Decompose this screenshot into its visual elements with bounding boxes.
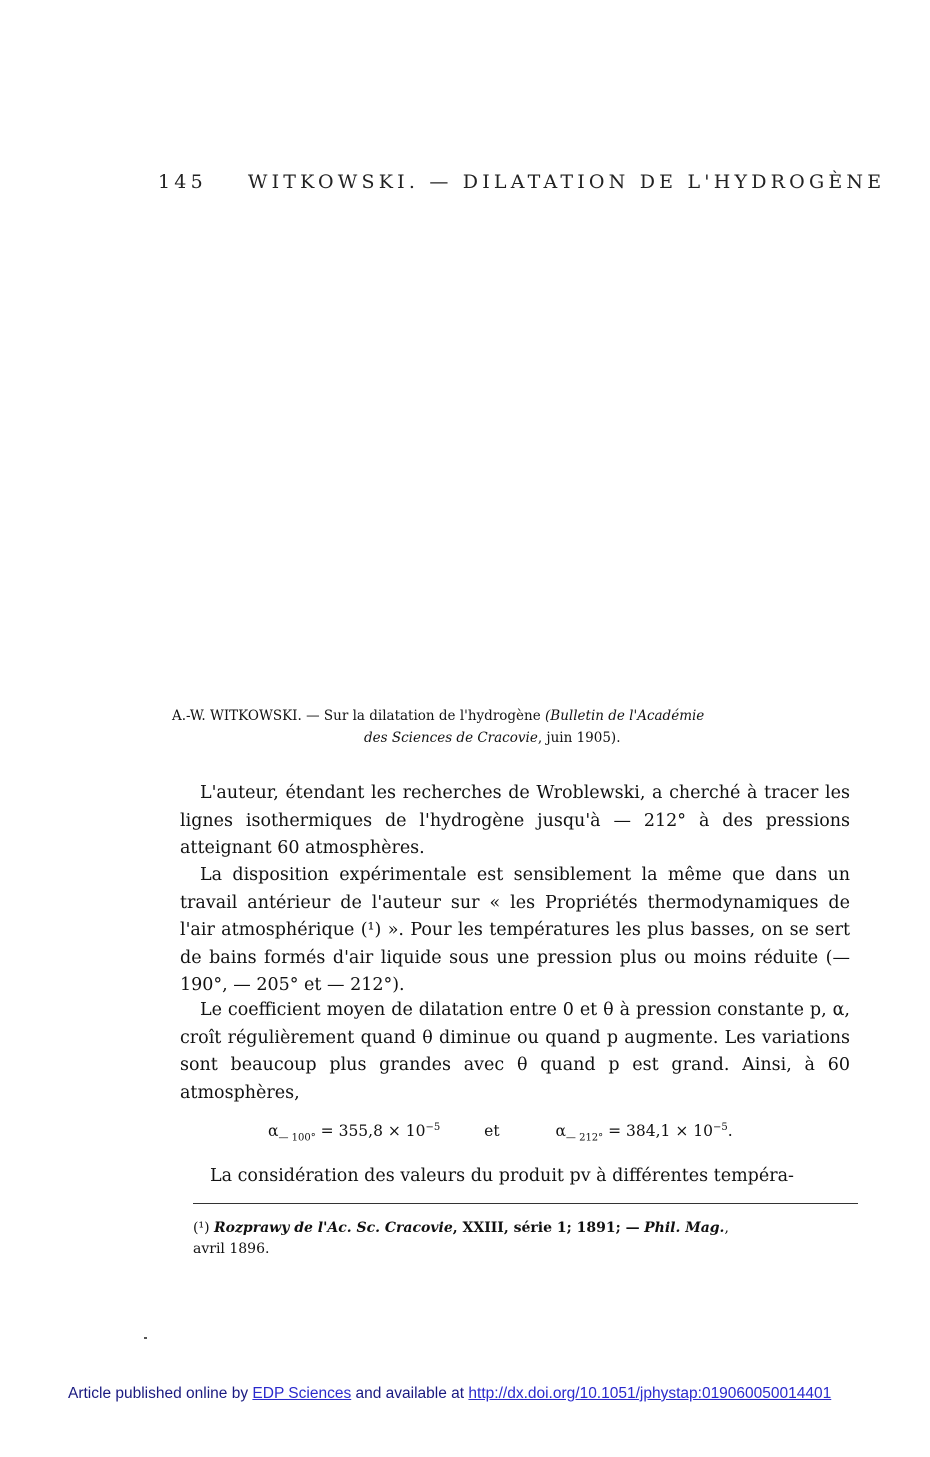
reference-journal-part1: (Bulletin de l'Académie <box>545 708 705 724</box>
reference-line-1 <box>172 708 862 724</box>
formula-subscript-1: — 100° <box>278 1132 316 1144</box>
footnote-comma: , <box>724 1220 729 1236</box>
footer-middle: and available at <box>355 1385 465 1402</box>
publication-footer <box>68 1385 831 1403</box>
paragraph-4: La considération des valeurs du produit pv à différentes tempéra- <box>210 1166 794 1186</box>
page-number: 145 <box>158 171 207 193</box>
footnote-line-2: avril 1896. <box>193 1241 270 1257</box>
reference-line-2 <box>364 730 764 746</box>
reference-authors: A.-W. WITKOWSKI. <box>172 708 302 724</box>
formula-connector: et <box>484 1122 500 1141</box>
reference-journal-part2: des Sciences de Cracovie <box>364 730 538 746</box>
paragraph-1: L'auteur, étendant les recherches de Wroblewski, a cherché à tracer les lignes isothermiques de l'hydrogène jusqu'à — 212° à des pressions atteignant 60 atmosphères. <box>180 783 850 858</box>
paragraph-2: La disposition expérimentale est sensiblement la même que dans un travail antérieur de l'auteur sur « les Propriétés thermodynamiques de l'air atmosphérique (¹) ». Pour les températures les plus basses, on se sert de bains formés d'air liquide sous une pression plus ou moins réduite (— 190°, — 205° et — 212°). <box>180 865 850 995</box>
alpha-symbol-2: α <box>555 1122 566 1141</box>
footnote-divider <box>193 1203 858 1204</box>
formula-exponent-1: −5 <box>425 1122 441 1133</box>
reference-title: — Sur la dilatation de l'hydrogène <box>306 708 541 724</box>
footnote-details: , XXIII, série 1; 1891; — <box>452 1220 640 1236</box>
formula-subscript-2: — 212° <box>565 1132 604 1144</box>
footnote-line-1 <box>193 1220 729 1236</box>
reference-date: , juin 1905). <box>537 730 621 746</box>
paragraph-3: Le coefficient moyen de dilatation entre 0 et θ à pression constante p, α, croît régulièrement quand θ diminue ou quand p augmente. Les variations sont beaucoup plus grandes avec θ quand p est grand. Ainsi, à 60 atmosphères, <box>180 1000 850 1103</box>
footnote-journal: Rozprawy de l'Ac. Sc. Cracovie <box>214 1220 453 1236</box>
doi-link[interactable]: http://dx.doi.org/10.1051/jphystap:019060050014401 <box>468 1385 832 1402</box>
footnote-phil-mag: Phil. Mag. <box>644 1220 725 1236</box>
running-header <box>158 171 886 193</box>
formula-exponent-2: −5 <box>712 1122 728 1133</box>
running-title: WITKOWSKI. — DILATATION DE L'HYDROGÈNE <box>247 171 886 193</box>
alpha-symbol-1: α <box>268 1122 279 1141</box>
footer-prefix: Article published online by <box>68 1385 249 1402</box>
scan-speck <box>144 1337 147 1339</box>
formula-value-2: = 384,1 × 10 <box>608 1122 713 1141</box>
formula-value-1: = 355,8 × 10 <box>320 1122 426 1141</box>
formula: $\alpha_{— 100^\circ} = 355,8 \times 10^{-5}$ et $\alpha_{— 212^\circ} = 384,1 \times 10^{-5}$. <box>268 1122 733 1144</box>
footnote-marker: (¹) <box>193 1220 210 1236</box>
edp-sciences-link[interactable]: EDP Sciences <box>252 1385 352 1402</box>
